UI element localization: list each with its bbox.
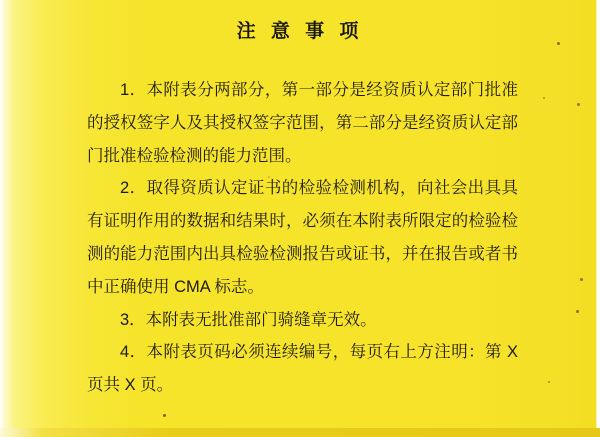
scan-speckle <box>268 176 270 178</box>
page-title: 注 意 事 项 <box>236 21 364 42</box>
page-bottom-shadow <box>0 428 600 437</box>
notes-body <box>87 74 518 402</box>
scan-speckle <box>580 278 583 281</box>
scan-speckle <box>576 310 579 313</box>
scan-speckle <box>577 103 580 106</box>
note-paragraph-3: 3．本附表无批准部门骑缝章无效。 <box>120 310 377 329</box>
scan-speckle <box>163 414 166 417</box>
scan-speckle <box>557 42 560 45</box>
note-paragraph-2: 2．取得资质认定证书的检验检测机构，向社会出具具有证明作用的数据和结果时，必须在本附表所限定的检验检测的能力范围内出具检验检测报告或证书，并在报告或者书中正确使用 CMA 标志。 <box>87 179 518 296</box>
note-paragraph-1: 1．本附表分两部分，第一部分是经资质认定部门批准的授权签字人及其授权签字范围，第二部分是经资质认定部门批准检验检测的能力范围。 <box>87 81 518 165</box>
note-paragraph-4: 4．本附表页码必须连续编号，每页右上方注明：第 X 页共 X 页。 <box>87 343 518 395</box>
scan-speckle <box>548 381 550 383</box>
scan-speckle <box>543 97 545 99</box>
